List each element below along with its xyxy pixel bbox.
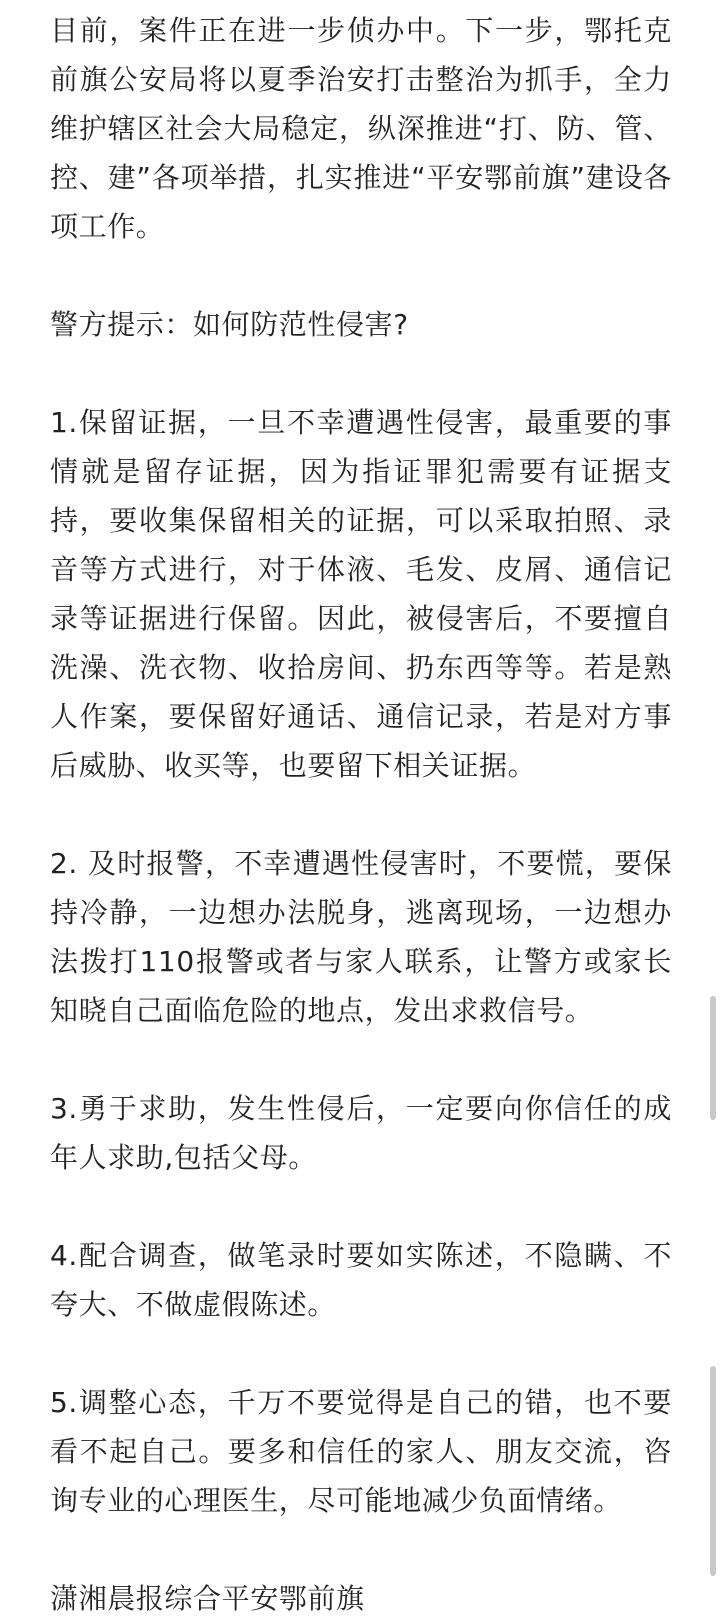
paragraph-tip-4: 4.配合调查，做笔录时要如实陈述，不隐瞒、不夸大、不做虚假陈述。 <box>50 1239 672 1321</box>
paragraph-tip-5: 5.调整心态，千万不要觉得是自己的错，也不要看不起自己。要多和信任的家人、朋友交流，咨询专业的心理医生，尽可能地减少负面情绪。 <box>50 1386 672 1517</box>
article-body <box>50 6 672 1623</box>
paragraph-tip-3: 3.勇于求助，发生性侵后，一定要向你信任的成年人求助,包括父母。 <box>50 1092 672 1174</box>
scrollbar-thumb[interactable] <box>710 996 716 1120</box>
scrollbar-thumb-secondary[interactable] <box>710 1366 716 1576</box>
paragraph-tip-2: 2. 及时报警，不幸遭遇性侵害时，不要慌，要保持冷静，一边想办法脱身，逃离现场，一边想办法拨打110报警或者与家人联系，让警方或家长知晓自己面临危险的地点，发出求救信号。 <box>50 847 672 1027</box>
paragraph-police-tips-heading: 警方提示：如何防范性侵害? <box>50 308 409 341</box>
scrollbar-track[interactable] <box>710 0 716 1576</box>
paragraph-source: 潇湘晨报综合平安鄂前旗 <box>50 1582 365 1615</box>
paragraph-tip-1: 1.保留证据，一旦不幸遭遇性侵害，最重要的事情就是留存证据，因为指证罪犯需要有证据支持，要收集保留相关的证据，可以采取拍照、录音等方式进行，对于体液、毛发、皮屑、通信记录等证据进行保留。因此，被侵害后，不要擅自洗澡、洗衣物、收拾房间、扔东西等等。若是熟人作案，要保留好通话、通信记录，若是对方事后威胁、收买等，也要留下相关证据。 <box>50 406 672 782</box>
paragraph-case-status: 目前，案件正在进一步侦办中。下一步，鄂托克前旗公安局将以夏季治安打击整治为抓手，全力维护辖区社会大局稳定，纵深推进“打、防、管、控、建”各项举措，扎实推进“平安鄂前旗”建设各项工作。 <box>50 14 672 243</box>
